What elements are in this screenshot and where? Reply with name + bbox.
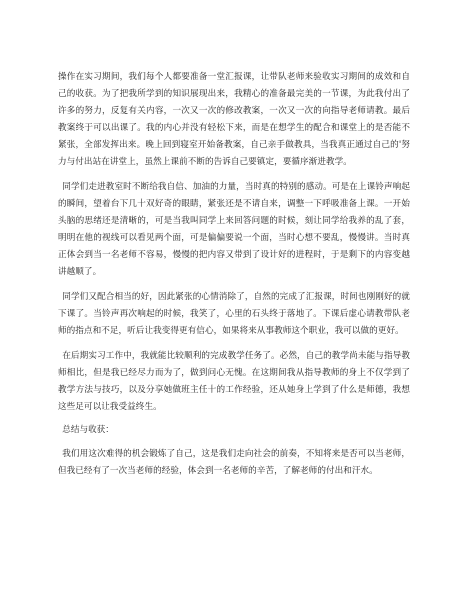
document-body bbox=[58, 69, 410, 480]
paragraph-summary: 我们用这次难得的机会锻炼了自己，这是我们走向社会的前奏，不知将来是否可以当老师，但我已经有了一次当老师的经验，体会到一名老师的辛苦，了解老师的付出和汗水。 bbox=[58, 449, 410, 476]
paragraph-lesson-complete: 同学们又配合相当的好，因此紧张的心情消除了，自然的完成了汇报课，时间也刚刚好的就下课了。当铃声再次响起的时候，我笑了，心里的石头终于落地了。下课后虚心请教带队老师的指点和不足，听后让我变得更有信心，如果将来从事教师这个职业，我可以做的更好。 bbox=[58, 292, 410, 336]
paragraph-report-lesson: 操作在实习期间，我们每个人都要准备一堂汇报课，让带队老师来验收实习期间的成效和自己的收获。为了把我所学到的知识展现出来，我精心的准备最完美的一节课，为此我付出了许多的努力，反复有关内容，一次又一次的修改教案，一次又一次的向指导老师请教。最后教案终于可以出课了。我的内心并没有轻松下来，而是在想学生的配合和课堂上的是否能不紧张，全部发挥出来。晚上回到寝室开始备教案，自己亲手做教具，当我真正通过自己的'努力与付出站在讲堂上，虽然上课前不断的告诉自己要镇定，要循序渐进教学。 bbox=[58, 72, 410, 167]
paragraph-classroom-nerves: 同学们走进教室时不断给我自信、加油的力量，当时真的特别的感动。可是在上课铃声响起的瞬间，望着台下几十双好奇的眼睛，紧张还是不请自来，调整一下呼吸准备上课。一开始头脑的思绪还是清晰的，可是当我叫同学上来回答问题的时候，刻让同学给我养的乱了套，明明在他的视线可以看见两个面，可是偏偏要说一个面，当时心想不要乱，慢慢讲。当时真正体会到当一名老师不容易，慢慢的把内容又带到了设计好的进程时，于是剩下的内容变越讲越顺了。 bbox=[58, 182, 410, 277]
summary-heading: 总结与收获： bbox=[62, 425, 114, 435]
paragraph-later-internship: 在后期实习工作中，我就能比较顺利的完成教学任务了。必然，自己的教学尚未能与指导教师相比，但是我已经尽力而为了，做到问心无愧。在这期间我从指导教师的身上不仅学到了教学方法与技巧，以及分享她做班主任十的工作经验，还从她身上学到了什么是师德，我想这些足可以让我受益终生。 bbox=[58, 351, 410, 412]
